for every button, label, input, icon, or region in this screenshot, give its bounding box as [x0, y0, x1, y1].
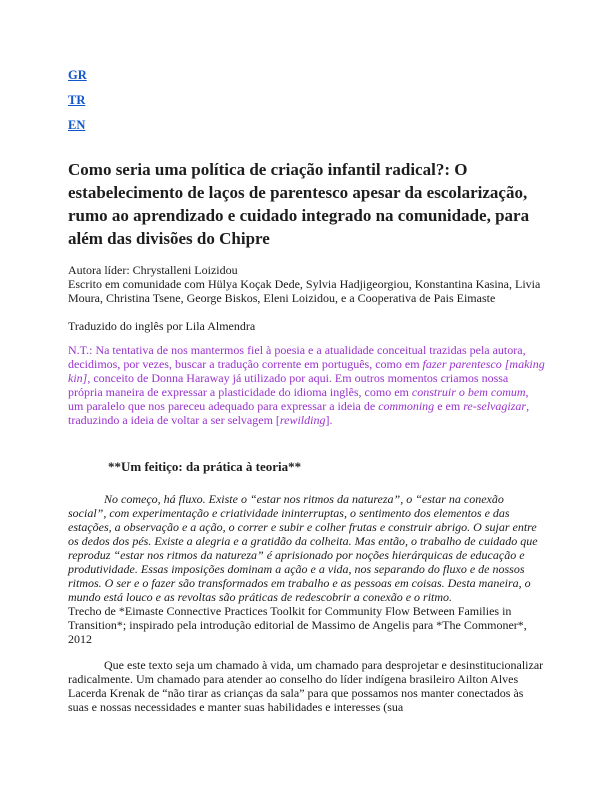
- section-heading: **Um feitiço: da prática à teoria**: [108, 459, 302, 474]
- translator-note: [68, 343, 545, 427]
- note-text-segment: ].: [325, 413, 333, 427]
- translation-credit: Traduzido do inglês por Lila Almendra: [68, 319, 256, 333]
- note-text-segment: fazer parentesco [making kin]: [68, 357, 545, 385]
- note-text-segment: e em: [434, 399, 464, 413]
- language-links: [68, 69, 545, 131]
- byline: [68, 263, 545, 305]
- note-text-segment: , um paralelo que nos pareceu adequado para expressar a ideia de: [68, 385, 529, 413]
- language-link-gr[interactable]: GR: [68, 68, 87, 82]
- excerpt-paragraph: No começo, há fluxo. Existe o “estar nos ritmos da natureza”, o “estar na conexão social”, com experimentação e criatividade ininterruptas, o sentimento dos elementos e das estações, a observação e a ação, o correr e subir e colher frutas e construir abrigo. O sujar entre os dedos dos pés. Existe a alegria e a gratidão da colheita. Mas então, o trabalho de cuidado que reproduz “estar nos ritmos da natureza” é aprisionado por noções hierárquicas de educação e produtividade. Essas imposições dominam a ação e a vida, nos separando do fluxo e de nossos ritmos. O ser e o fazer são transformados em trabalho e as pessoas em coisas. Desta maneira, o mundo está louco e as revoltas são práticas de redescobrir a conexão e o ritmo.: [68, 492, 538, 604]
- note-text-segment: commoning: [378, 399, 435, 413]
- excerpt-attribution: Trecho de *Eimaste Connective Practices Toolkit for Community Flow Between Families in Transition*; inspirado pela introdução editorial de Massimo de Angelis para *The Commoner*, 2012: [68, 604, 527, 646]
- page-title: Como seria uma política de criação infantil radical?: O estabelecimento de laços de parentesco apesar da escolarização, rumo ao aprendizado e cuidado integrado na comunidade, para além das divisões do Chipre: [68, 160, 530, 248]
- byline-lead-author: Autora líder: Chrystalleni Loizidou: [68, 263, 238, 277]
- byline-community-authors: Escrito em comunidade com Hülya Koçak Dede, Sylvia Hadjigeorgiou, Konstantina Kasina, Livia Moura, Christina Tsene, George Biskos, Eleni Loizidou, e a Cooperativa de Pais Eimaste: [68, 277, 541, 305]
- note-text-segment: , conceito de Donna Haraway já utilizado por aqui. Em outros momentos criamos nossa própria maneira de expressar a plasticidade do idioma inglês, como em: [68, 371, 509, 399]
- note-text-segment: N.T.: Na tentativa de nos mantermos fiel à poesia e a atualidade conceitual trazidas pela autora, decidimos, por vezes, buscar a tradução corrente em português, como em: [68, 343, 526, 371]
- note-text-segment: construir o bem comum: [411, 385, 526, 399]
- language-link-tr[interactable]: TR: [68, 93, 86, 107]
- note-text-segment: re-selvagizar: [463, 399, 527, 413]
- note-text-segment: rewilding: [279, 413, 326, 427]
- language-link-en[interactable]: EN: [68, 118, 86, 132]
- note-text-segment: , traduzindo a ideia de voltar a ser selvagem [: [68, 399, 530, 427]
- closing-paragraph: Que este texto seja um chamado à vida, um chamado para desprojetar e desinstitucionalizar radicalmente. Um chamado para atender ao conselho do líder indígena brasileiro Ailton Alves Lacerda Krenak de “não tirar as crianças da sala” para que possamos nos manter conectados às suas e nossas necessidades e manter suas habilidades e interesses (sua: [68, 658, 544, 714]
